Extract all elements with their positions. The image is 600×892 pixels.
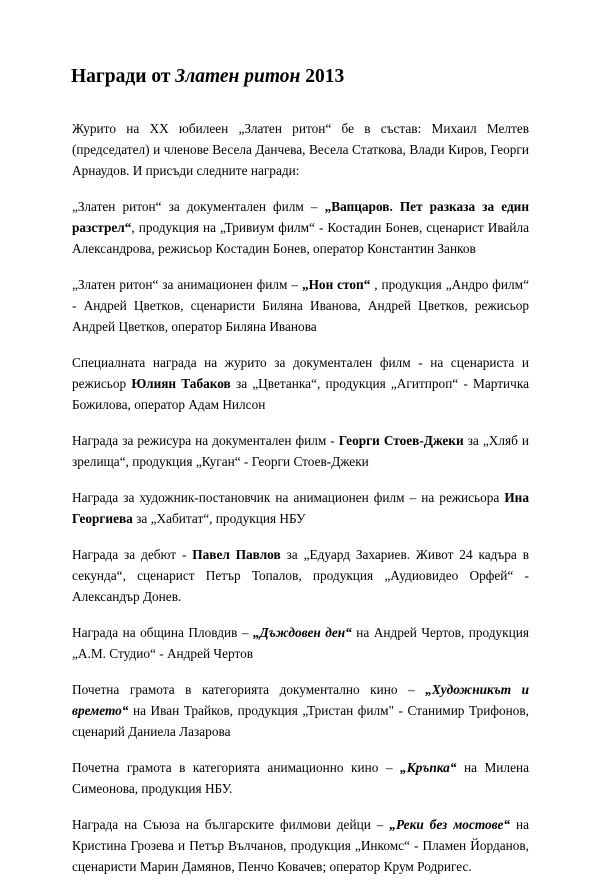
title-festival-name: Златен ритон	[175, 66, 301, 87]
text-run: Почетна грамота в категорията анимационно кино –	[72, 760, 401, 775]
text-run: Награда за дебют -	[72, 547, 193, 562]
text-run: „Златен ритон“ за документален филм –	[72, 199, 325, 214]
paragraph-award-8	[72, 679, 529, 742]
emphasized-title: Георги Стоев-Джеки	[338, 433, 464, 448]
text-run: за „Хабитат“, продукция НБУ	[132, 511, 306, 526]
emphasized-title: Ина Георгиева	[72, 490, 529, 526]
paragraph-award-4	[72, 430, 529, 472]
emphasized-title: „Дъждовен ден“	[253, 625, 352, 640]
text-run: Специалната награда на журито за документален филм - на сценариста и режисьор	[72, 355, 529, 391]
text-run: на Кристина Грозева и Петър Вълчанов, продукция „Инкомс“ - Пламен Йорданов, сценаристи Марин Дамянов, Пенчо Ковачев; оператор Крум Родригес.	[72, 817, 529, 874]
paragraph-award-3	[72, 352, 529, 415]
paragraph-intro	[72, 118, 529, 181]
text-run: Награда за художник-постановчик на анимационен филм – на режисьора	[72, 490, 505, 505]
text-run: за „Хляб и зрелища“, продукция „Куган“ - Георги Стоев-Джеки	[72, 433, 530, 469]
text-run: за „Едуард Захариев. Живот 24 кадъра в секунда“, сценарист Петър Топалов, продукция „Аудиовидео Орфей“ - Александър Донев.	[72, 547, 529, 604]
emphasized-title: „Художникът и времето“	[72, 682, 529, 718]
paragraph-award-7	[72, 622, 529, 664]
text-run: Награда на община Пловдив –	[72, 625, 254, 640]
document-body	[72, 118, 529, 892]
paragraph-award-9	[72, 757, 529, 799]
paragraph-award-6	[72, 544, 529, 607]
paragraph-award-2	[72, 274, 529, 337]
emphasized-title: „Вапцаров. Пет разказа за един разстрел“	[72, 199, 529, 235]
text-run: , продукция на „Тривиум филм“ - Костадин Бонев, сценарист Ивайла Александрова, режисьор Костадин Бонев, оператор Константин Занков	[72, 220, 529, 256]
emphasized-title: „Кръпка“	[400, 760, 457, 775]
text-run: , продукция „Андро филм“ - Андрей Цветков, сценаристи Биляна Иванова, Андрей Цветков, режисьор Андрей Цветков, оператор Биляна Иванова	[72, 277, 529, 334]
emphasized-title: „Нон стоп“	[301, 277, 371, 292]
emphasized-title: Павел Павлов	[192, 547, 281, 562]
text-run: Почетна грамота в категорията документално кино –	[72, 682, 426, 697]
paragraph-award-10	[72, 814, 529, 877]
text-run: за „Цветанка“, продукция „Агитпроп“ - Мартичка Божилова, оператор Адам Нилсон	[72, 376, 529, 412]
page-title	[71, 66, 344, 88]
title-year: 2013	[300, 66, 345, 87]
text-run: Журито на XX юбилеен „Златен ритон“ бе в състав: Михаил Мелтев (председател) и членове Весела Данчева, Весела Статкова, Влади Киров, Георги Арнаудов. И присъди следните награди:	[72, 121, 529, 178]
emphasized-title: Юлиян Табаков	[131, 376, 231, 391]
title-prefix: Награди от	[71, 66, 176, 87]
text-run: на Милена Симеонова, продукция НБУ.	[72, 760, 529, 796]
paragraph-award-5	[72, 487, 529, 529]
emphasized-title: „Реки без мостове“	[389, 817, 511, 832]
text-run: на Андрей Чертов, продукция „А.М. Студио“ - Андрей Чертов	[72, 625, 529, 661]
text-run: „Златен ритон“ за анимационен филм –	[72, 277, 302, 292]
paragraph-award-1	[72, 196, 529, 259]
text-run: Награда на Съюза на българските филмови дейци –	[72, 817, 390, 832]
text-run: Награда за режисура на документален филм -	[72, 433, 339, 448]
text-run: на Иван Трайков, продукция „Тристан филм" - Станимир Трифонов, сценарий Даниела Лазарова	[72, 703, 529, 739]
